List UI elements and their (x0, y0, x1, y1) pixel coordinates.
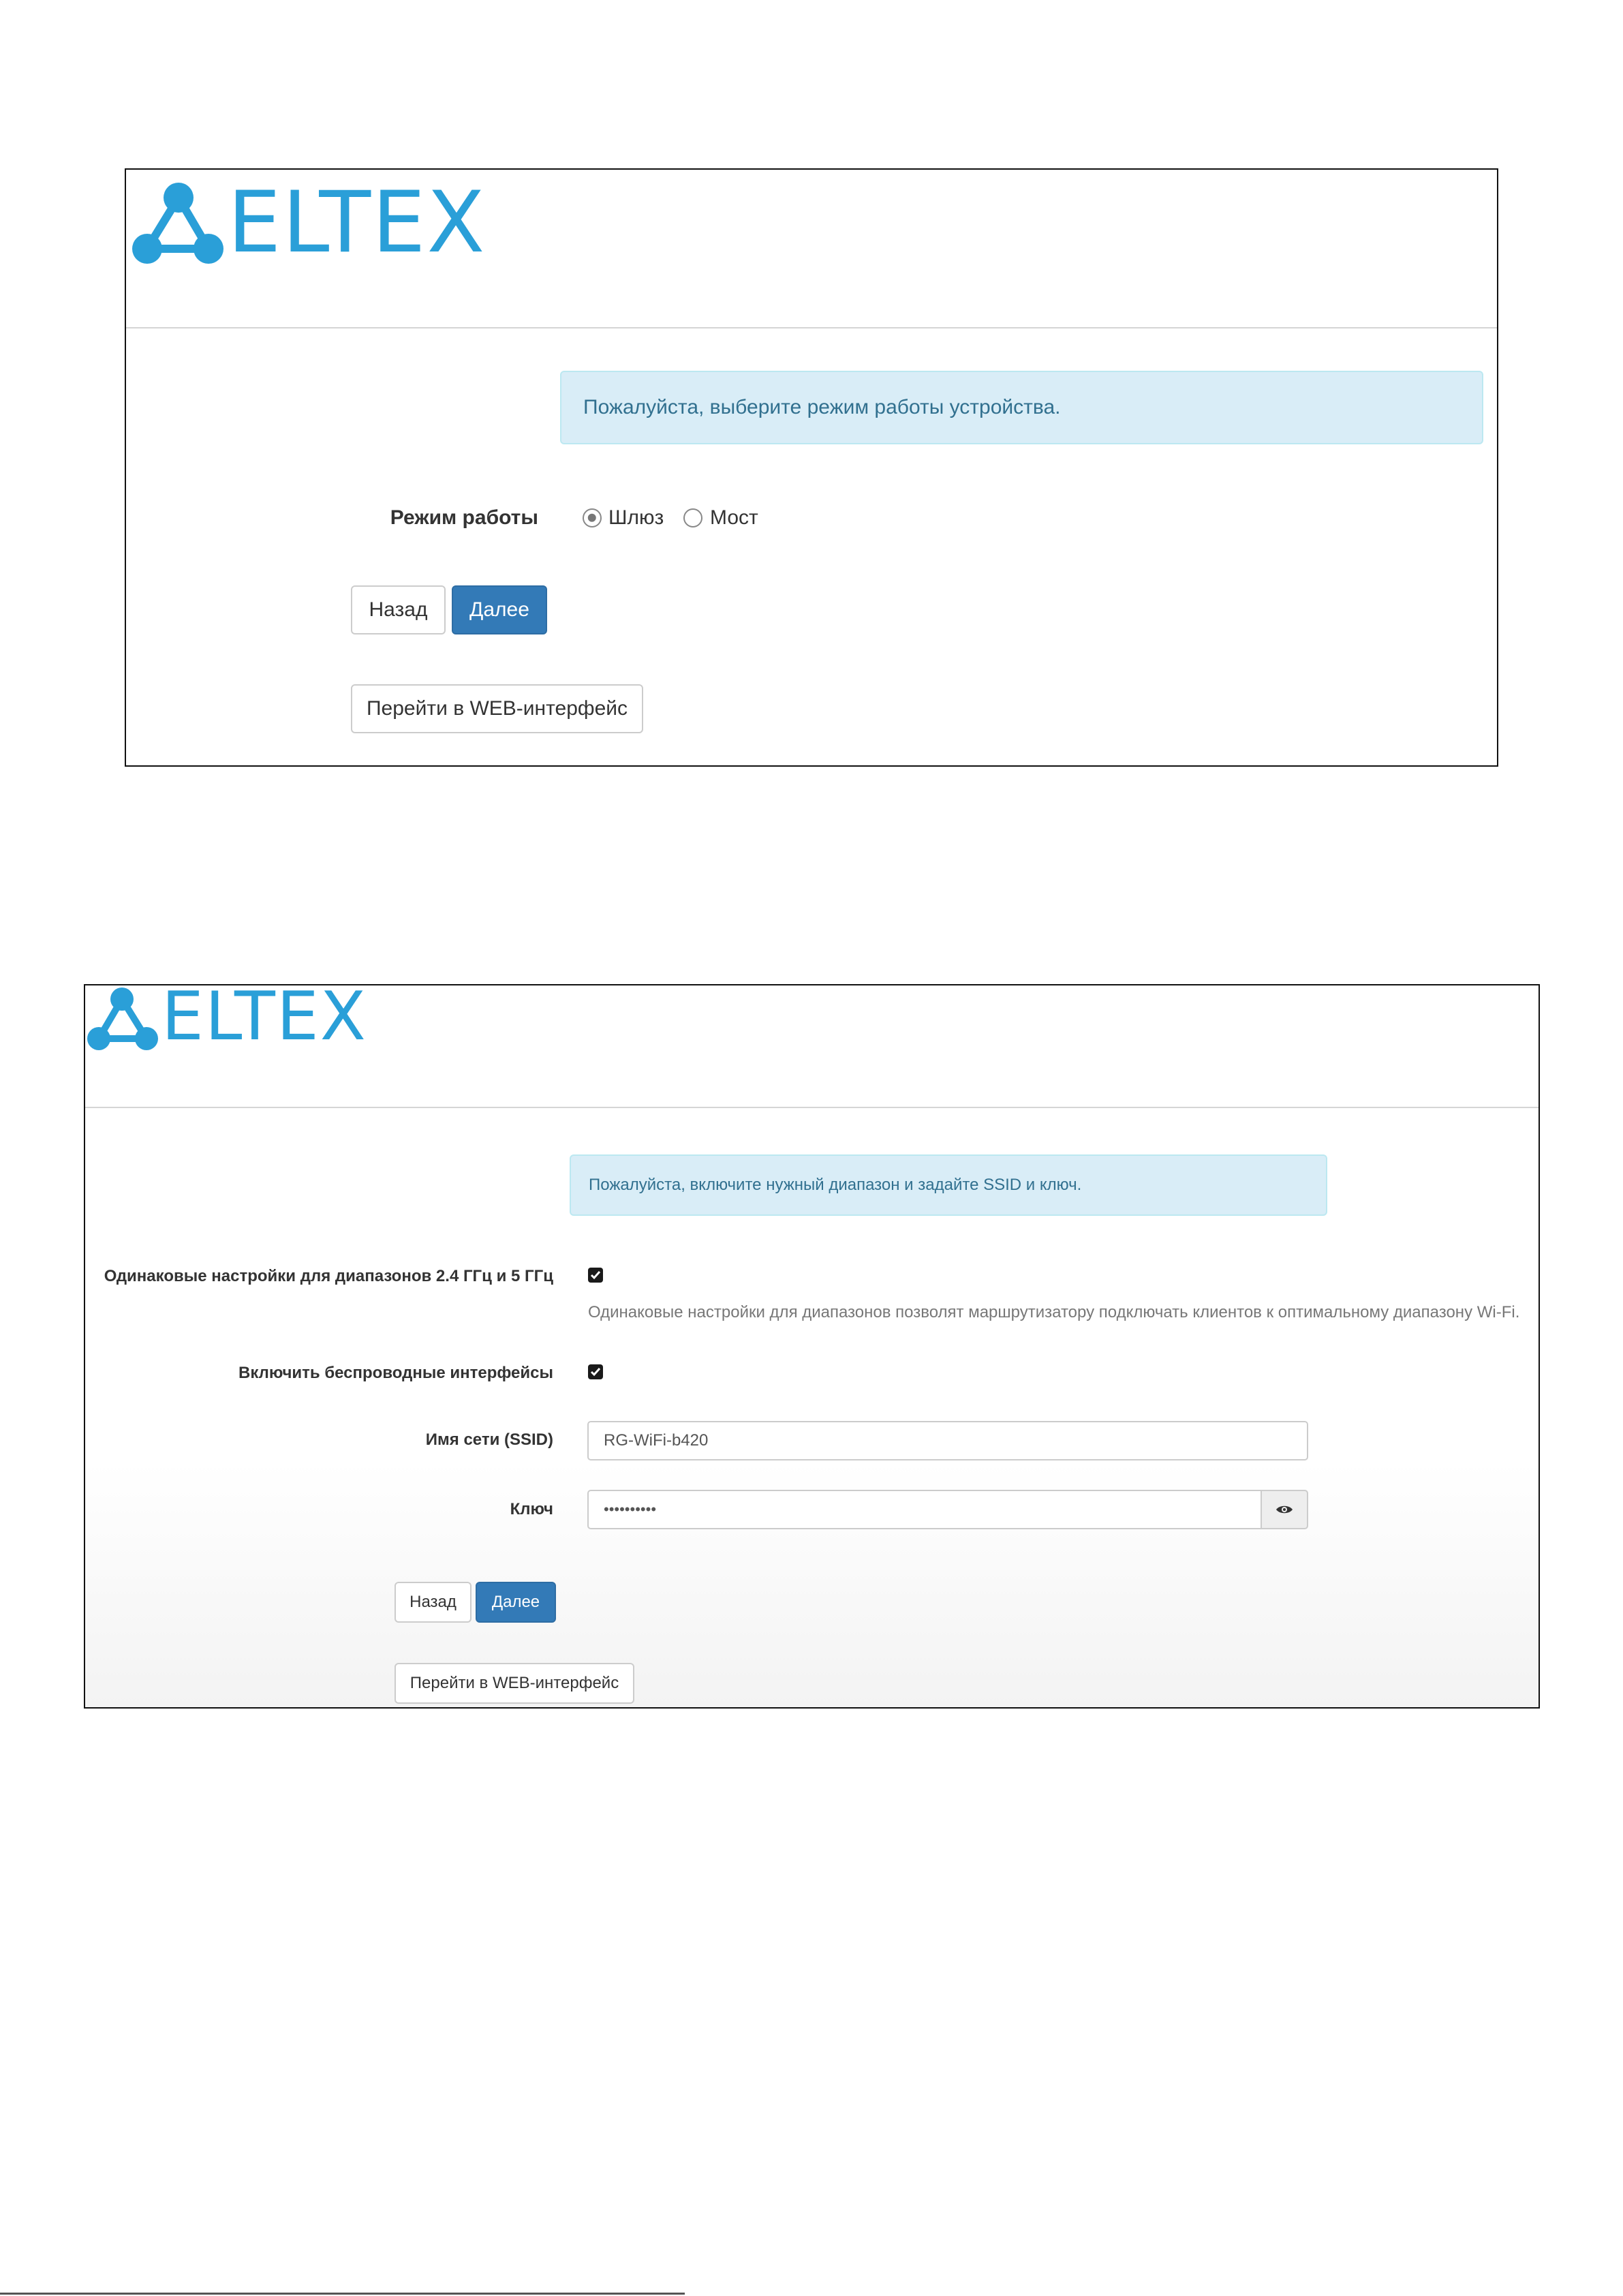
eltex-logo-icon (87, 985, 161, 1054)
header-divider (126, 327, 1497, 328)
mode-label: Режим работы (390, 506, 538, 529)
key-value: •••••••••• (604, 1501, 657, 1518)
radio-bridge[interactable] (683, 508, 702, 527)
info-alert (560, 371, 1483, 444)
enable-wireless-label: Включить беспроводные интерфейсы (238, 1364, 553, 1382)
ssid-input[interactable] (587, 1421, 1308, 1460)
key-label: Ключ (510, 1500, 553, 1518)
show-password-toggle[interactable] (1261, 1490, 1308, 1529)
ssid-label: Имя сети (SSID) (425, 1430, 553, 1449)
page-footer-rule (0, 2293, 685, 2295)
radio-gateway[interactable] (583, 508, 602, 527)
ssid-value: RG-WiFi-b420 (604, 1431, 709, 1450)
same-settings-help: Одинаковые настройки для диапазонов позволят маршрутизатору подключать клиентов к оптимальному диапазону Wi-Fi. (588, 1303, 1520, 1321)
next-button[interactable]: Далее (476, 1582, 556, 1623)
radio-bridge-label[interactable]: Мост (710, 506, 758, 529)
screenshot-wifi-setup (84, 984, 1540, 1709)
eltex-logo-text: ELTEX (161, 984, 367, 1056)
eltex-logo (87, 985, 367, 1054)
eye-icon (1276, 1504, 1293, 1515)
info-alert-text: Пожалуйста, выберите режим работы устройства. (583, 396, 1061, 418)
info-alert-text: Пожалуйста, включите нужный диапазон и задайте SSID и ключ. (589, 1176, 1082, 1194)
eltex-logo (132, 174, 486, 272)
enable-wireless-checkbox[interactable] (588, 1364, 603, 1379)
back-button[interactable]: Назад (395, 1582, 472, 1623)
next-button[interactable]: Далее (452, 585, 547, 634)
web-interface-button[interactable]: Перейти в WEB-интерфейс (351, 684, 643, 733)
info-alert (570, 1154, 1327, 1216)
web-interface-button[interactable]: Перейти в WEB-интерфейс (395, 1663, 634, 1704)
header-divider (85, 1107, 1539, 1108)
check-icon (589, 1269, 602, 1281)
same-settings-checkbox[interactable] (588, 1268, 603, 1283)
check-icon (589, 1366, 602, 1378)
radio-gateway-label[interactable]: Шлюз (608, 506, 664, 529)
eltex-logo-icon (132, 181, 228, 269)
same-settings-label: Одинаковые настройки для диапазонов 2.4 ГГц и 5 ГГц (104, 1267, 553, 1285)
screenshot-mode-selection (125, 168, 1498, 767)
back-button[interactable]: Назад (351, 585, 446, 634)
key-input[interactable] (587, 1490, 1262, 1529)
eltex-logo-text: ELTEX (228, 174, 486, 272)
